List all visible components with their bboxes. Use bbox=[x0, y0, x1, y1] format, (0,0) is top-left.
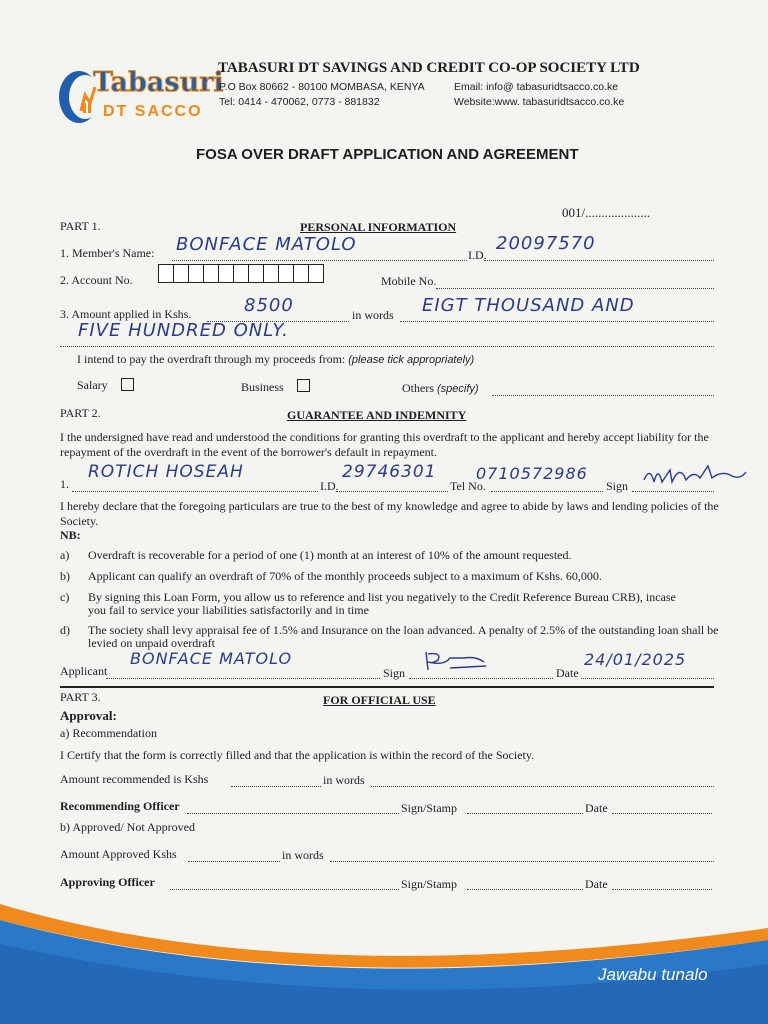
declaration: I hereby declare that the foregoing particulars are true to the best of my knowledge and agree to abide by laws and lending policies of the Society. bbox=[60, 499, 719, 528]
part3-label: PART 3. bbox=[60, 690, 101, 704]
part1-label: PART 1. bbox=[60, 219, 101, 233]
intend-text bbox=[77, 352, 474, 367]
certify-text: I Certify that the form is correctly filled and that the application is within the record of the Society. bbox=[60, 748, 535, 762]
org-email: Email: info@ tabasuridtsacco.co.ke bbox=[454, 81, 619, 93]
option-business-label: Business bbox=[241, 380, 284, 394]
org-website: Website:www. tabasuridtsacco.co.ke bbox=[454, 96, 625, 108]
nb-key: a) bbox=[60, 548, 70, 562]
approving-date-label: Date bbox=[585, 877, 608, 891]
guarantor-id-label: I.D. bbox=[320, 479, 339, 493]
applicant-signature-icon[interactable] bbox=[420, 648, 490, 674]
approved-label: b) Approved/ Not Approved bbox=[60, 820, 195, 834]
part1-heading: PERSONAL INFORMATION bbox=[300, 220, 457, 234]
account-label: 2. Account No. bbox=[60, 273, 133, 287]
others-note: (specify) bbox=[437, 383, 479, 395]
approval-label: Approval: bbox=[60, 708, 117, 723]
member-name-label: 1. Member's Name: bbox=[60, 246, 155, 260]
amount-words-line1[interactable]: EIGT THOUSAND AND bbox=[422, 295, 635, 316]
logo-bottom-text: DT SACCO bbox=[103, 103, 203, 120]
logo bbox=[55, 65, 224, 125]
part2-label: PART 2. bbox=[60, 406, 101, 420]
approved-words-field[interactable] bbox=[330, 847, 714, 862]
amount-value[interactable]: 8500 bbox=[244, 295, 294, 316]
form-number: 001/.................... bbox=[562, 205, 651, 220]
org-address: P.O Box 80662 - 80100 MOMBASA, KENYA bbox=[219, 81, 425, 93]
guarantor-tel-label: Tel No. bbox=[450, 479, 486, 493]
footer-slogan: Jawabu tunalo bbox=[598, 965, 708, 984]
recommending-sign-field[interactable] bbox=[467, 799, 583, 814]
others-text: Others bbox=[402, 381, 434, 395]
guarantor-tel[interactable]: 0710572986 bbox=[476, 464, 588, 483]
guarantor-signature-icon[interactable] bbox=[640, 460, 750, 490]
applicant-sign-label: Sign bbox=[383, 666, 406, 680]
applicant-date[interactable]: 24/01/2025 bbox=[584, 650, 687, 669]
account-number-boxes[interactable] bbox=[158, 264, 323, 283]
approved-words-label: in words bbox=[282, 848, 324, 862]
salary-checkbox[interactable] bbox=[121, 378, 134, 391]
amount-label: 3. Amount applied in Kshs. bbox=[60, 307, 192, 321]
org-tel: Tel: 0414 - 470062, 0773 - 881832 bbox=[219, 96, 380, 108]
logo-top-text: Tabasuri bbox=[93, 67, 224, 98]
recommending-date-field[interactable] bbox=[612, 799, 712, 814]
approving-sign-label: Sign/Stamp bbox=[401, 877, 458, 891]
amount-approved-label: Amount Approved Kshs bbox=[60, 847, 177, 861]
section-divider bbox=[60, 686, 714, 688]
approving-officer-label: Approving Officer bbox=[60, 875, 155, 889]
business-checkbox[interactable] bbox=[297, 379, 310, 392]
nb-label: NB: bbox=[60, 528, 81, 542]
part3-heading: FOR OFFICIAL USE bbox=[323, 693, 436, 707]
member-name-value[interactable]: BONFACE MATOLO bbox=[176, 234, 357, 255]
intend-note: (please tick appropriately) bbox=[348, 354, 475, 366]
guarantor-name[interactable]: ROTICH HOSEAH bbox=[88, 462, 244, 482]
date-label: Date bbox=[556, 666, 579, 680]
intend-statement: I intend to pay the overdraft through my proceeds from: bbox=[77, 352, 346, 366]
part2-heading: GUARANTEE AND INDEMNITY bbox=[287, 408, 467, 422]
nb-key: c) bbox=[60, 590, 70, 604]
amount-recommended-field[interactable] bbox=[231, 772, 321, 787]
nb-text: The society shall levy appraisal fee of 1.5% and Insurance on the loan advanced. A penalty of 2.5% of the outstanding loan shall be levied on unpaid overdraft bbox=[88, 623, 719, 650]
applicant-label: Applicant bbox=[60, 664, 108, 678]
amount-approved-field[interactable] bbox=[188, 847, 280, 862]
member-id-value[interactable]: 20097570 bbox=[496, 233, 596, 254]
guarantee-paragraph: I the undersigned have read and understood the conditions for granting this overdraft to the applicant and hereby accept liability for the repayment of the overdraft in the event of the borrower's default in repayment. bbox=[60, 430, 709, 459]
mobile-field[interactable] bbox=[436, 274, 714, 289]
option-salary-label: Salary bbox=[77, 378, 108, 392]
nb-text: Applicant can qualify an overdraft of 70% of the monthly proceeds subject to a maximum of Kshs. 60,000. bbox=[88, 569, 602, 583]
recommended-words-label: in words bbox=[323, 773, 365, 787]
recommended-words-field[interactable] bbox=[371, 772, 714, 787]
recommending-sign-label: Sign/Stamp bbox=[401, 801, 458, 815]
applicant-name[interactable]: BONFACE MATOLO bbox=[130, 649, 293, 668]
mobile-label: Mobile No. bbox=[381, 274, 437, 288]
words-label: in words bbox=[352, 308, 394, 322]
member-id-label: I.D. bbox=[468, 248, 487, 262]
footer-wave-icon bbox=[0, 884, 768, 1024]
option-others-label bbox=[402, 381, 479, 396]
guarantor-sign-label: Sign bbox=[606, 479, 629, 493]
nb-text: By signing this Loan Form, you allow us to reference and list you negatively to the Credit Reference Bureau CRB), incase you fail to service your liabilities satisfactorily and in time bbox=[88, 590, 676, 617]
recommending-date-label: Date bbox=[585, 801, 608, 815]
form-title: FOSA OVER DRAFT APPLICATION AND AGREEMENT bbox=[196, 146, 579, 163]
nb-key: b) bbox=[60, 569, 70, 583]
org-name: TABASURI DT SAVINGS AND CREDIT CO-OP SOCIETY LTD bbox=[218, 60, 640, 76]
others-field[interactable] bbox=[492, 381, 714, 396]
nb-key: d) bbox=[60, 623, 70, 637]
amount-recommended-label: Amount recommended is Kshs bbox=[60, 772, 209, 786]
recommending-officer-field[interactable] bbox=[187, 799, 399, 814]
recommending-officer-label: Recommending Officer bbox=[60, 799, 180, 813]
amount-words-line2[interactable]: FIVE HUNDRED ONLY. bbox=[78, 320, 289, 341]
recommendation-label: a) Recommendation bbox=[60, 726, 157, 740]
guarantor-number: 1. bbox=[60, 477, 69, 491]
nb-text: Overdraft is recoverable for a period of one (1) month at an interest of 10% of the amount requested. bbox=[88, 548, 572, 562]
guarantor-id[interactable]: 29746301 bbox=[342, 462, 437, 482]
